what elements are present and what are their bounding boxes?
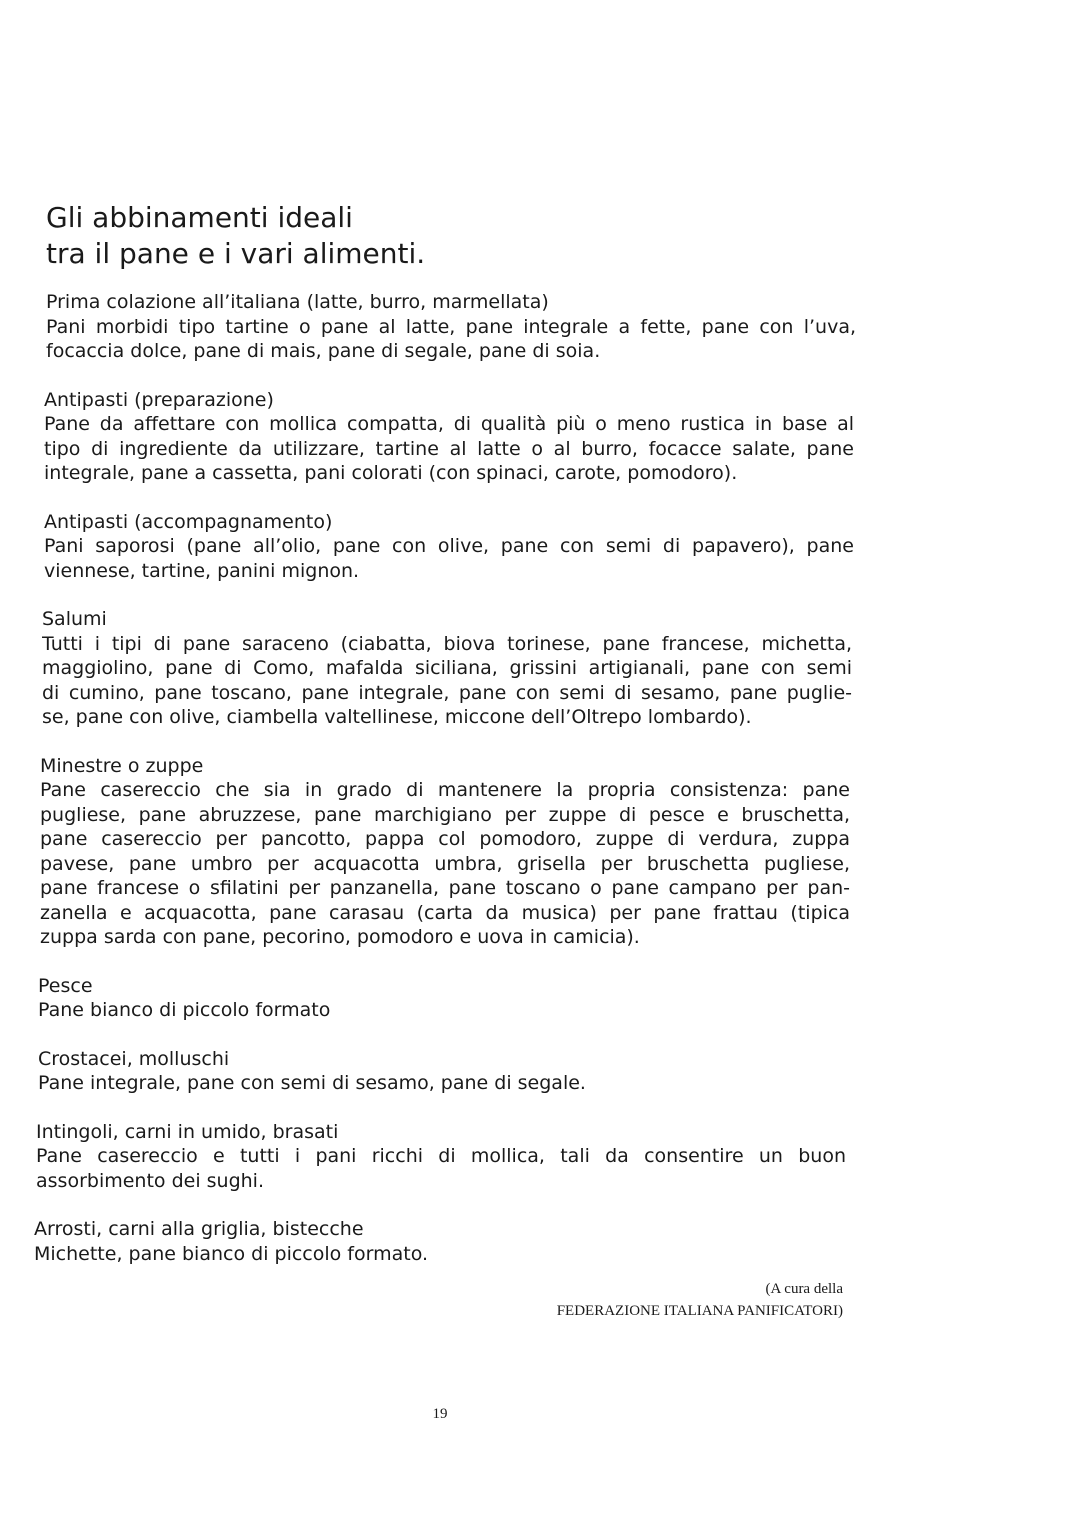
section-body	[42, 632, 866, 730]
section-body	[44, 412, 866, 486]
section-heading: Arrosti, carni alla griglia, bistecche	[34, 1218, 364, 1240]
pairing-section	[44, 388, 866, 486]
body-line: assorbimento dei sughi.	[36, 1169, 264, 1192]
pairing-section	[36, 1120, 866, 1194]
body-line: Pani morbidi tipo tartine o pane al latte, pane integrale a fette, pane con l’uva,	[46, 315, 856, 338]
body-line: Michette, pane bianco di piccolo formato.	[34, 1242, 429, 1265]
section-heading: Intingoli, carni in umido, brasati	[36, 1120, 339, 1143]
credit-line-1: (A cura della	[765, 1281, 843, 1297]
section-heading: Pesce	[38, 974, 93, 997]
section-heading: Minestre o zuppe	[40, 754, 204, 777]
body-line: Pane casereccio che sia in grado di mantenere la propria consistenza: pane	[40, 779, 850, 801]
body-line: Pane integrale, pane con semi di sesamo, pane di segale.	[38, 1072, 586, 1094]
body-line: pugliese, pane abruzzese, pane marchigiano per zuppe di pesce e bruschetta,	[40, 803, 850, 826]
pairing-section	[38, 974, 866, 1023]
section-heading: Antipasti (preparazione)	[44, 388, 274, 411]
pairing-section	[46, 290, 866, 364]
section-body	[38, 998, 866, 1023]
pairing-section	[38, 1047, 866, 1096]
body-line: pavese, pane umbro per acquacotta umbra, grisella per bruschetta pugliese,	[40, 852, 850, 875]
body-line: Pane bianco di piccolo formato	[38, 999, 331, 1021]
title-line-1: Gli abbinamenti ideali	[46, 201, 353, 234]
body-line: focaccia dolce, pane di mais, pane di segale, pane di soia.	[46, 340, 601, 362]
body-line: viennese, tartine, panini mignon.	[44, 559, 360, 582]
credit-block	[557, 1278, 843, 1322]
section-heading: Crostacei, molluschi	[38, 1047, 230, 1070]
body-line: zanella e acquacotta, pane carasau (carta da musica) per pane frattau (tipica	[40, 901, 850, 924]
title-line-2: tra il pane e i vari alimenti.	[46, 237, 426, 270]
body-line: se, pane con olive, ciambella valtellinese, miccone dell’Oltrepo lombardo).	[42, 706, 752, 728]
body-line: maggiolino, pane di Como, mafalda siciliana, grissini artigianali, pane con semi	[42, 657, 852, 679]
section-body	[40, 778, 866, 950]
pairings-list	[36, 290, 866, 1290]
pairing-section	[40, 754, 866, 950]
body-line: tipo di ingrediente da utilizzare, tartine al latte o al burro, focacce salate, pane	[44, 437, 854, 460]
pairing-section	[42, 607, 866, 730]
section-body	[38, 1071, 866, 1096]
section-heading: Salumi	[42, 608, 107, 630]
body-line: zuppa sarda con pane, pecorino, pomodoro e uova in camicia).	[40, 926, 640, 948]
pairing-section	[34, 1217, 866, 1266]
section-heading: Prima colazione all’italiana (latte, burro, marmellata)	[46, 291, 549, 313]
body-line: Tutti i tipi di pane saraceno (ciabatta, biova torinese, pane francese, michetta,	[42, 632, 852, 655]
body-line: pane francese o sfilatini per panzanella, pane toscano o pane campano per pan-	[40, 877, 850, 899]
section-body	[46, 315, 866, 364]
page-number: 19	[432, 1406, 448, 1422]
body-line: pane casereccio per pancotto, pappa col pomodoro, zuppe di verdura, zuppa	[40, 828, 850, 850]
body-line: Pani saporosi (pane all’olio, pane con olive, pane con semi di papavero), pane	[44, 535, 854, 557]
section-body	[44, 534, 866, 583]
credit-line-2: FEDERAZIONE ITALIANA PANIFICATORI)	[556, 1303, 843, 1319]
body-line: di cumino, pane toscano, pane integrale, pane con semi di sesamo, pane puglie-	[42, 681, 852, 704]
section-body	[36, 1144, 866, 1193]
body-line: Pane da affettare con mollica compatta, di qualità più o meno rustica in base al	[44, 413, 854, 435]
section-body	[34, 1242, 866, 1267]
body-line: integrale, pane a cassetta, pani colorati (con spinaci, carote, pomodoro).	[44, 462, 738, 484]
pairing-section	[44, 510, 866, 584]
section-heading: Antipasti (accompagnamento)	[44, 510, 333, 533]
body-line: Pane casereccio e tutti i pani ricchi di mollica, tali da consentire un buon	[36, 1145, 846, 1167]
